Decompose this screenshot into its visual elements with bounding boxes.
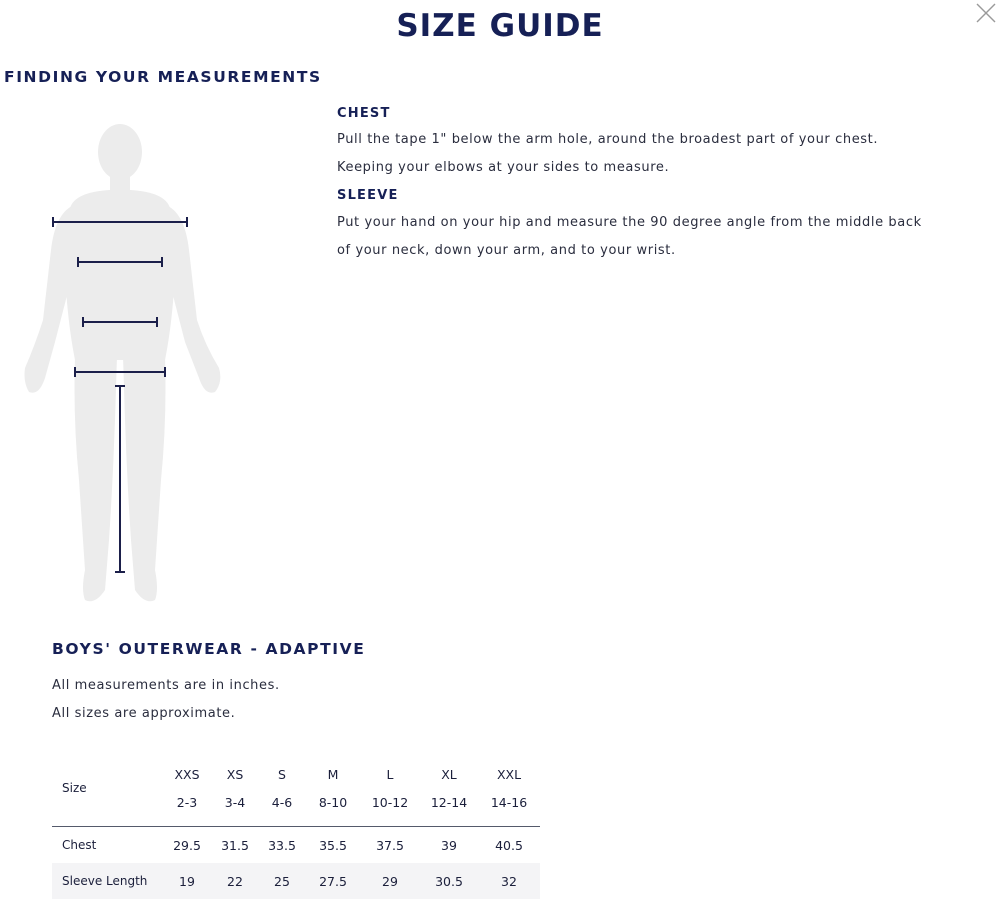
- table-cell: 27.5: [306, 863, 360, 899]
- approximate-note: All sizes are approximate.: [52, 706, 236, 721]
- table-cell: 29: [360, 863, 420, 899]
- table-cell: 37.5: [376, 837, 404, 853]
- size-range-cell: 8-10: [318, 794, 348, 810]
- size-header-cell: XS: [226, 766, 244, 782]
- table-cell: 29.5: [173, 837, 201, 853]
- table-header-row: [52, 760, 540, 788]
- size-header-cell: XL: [441, 766, 457, 782]
- close-icon: [975, 2, 997, 24]
- size-header-cell: M: [327, 766, 339, 782]
- table-cell: 35.5: [319, 837, 347, 853]
- close-button[interactable]: [975, 2, 997, 24]
- measurements-heading: FINDING YOUR MEASUREMENTS: [4, 68, 322, 86]
- table-cell: 31.5: [221, 837, 249, 853]
- sleeve-instruction-1: Put your hand on your hip and measure the 90 degree angle from the middle back: [337, 215, 922, 230]
- chest-instruction-2: Keeping your elbows at your sides to measure.: [337, 160, 670, 175]
- table-cell: 39: [441, 837, 457, 853]
- size-range-cell: 12-14: [430, 794, 468, 810]
- sleeve-instruction-2: of your neck, down your arm, and to your wrist.: [337, 243, 676, 258]
- size-header-cell: S: [278, 766, 286, 782]
- chest-instruction-1: Pull the tape 1" below the arm hole, around the broadest part of your chest.: [337, 132, 879, 147]
- table-row-sleeve-length: [52, 863, 540, 899]
- table-cell: 40.5: [495, 837, 523, 853]
- table-cell: 30.5: [420, 863, 478, 899]
- size-chart-heading: BOYS' OUTERWEAR - ADAPTIVE: [52, 640, 366, 658]
- size-range-cell: 2-3: [176, 794, 198, 810]
- table-cell: 33.5: [268, 837, 296, 853]
- row-label: Sleeve Length: [52, 863, 162, 899]
- size-range-cell: 3-4: [224, 794, 246, 810]
- size-range-cell: 10-12: [371, 794, 409, 810]
- body-silhouette: [25, 124, 221, 601]
- body-measurement-figure: [15, 120, 230, 610]
- row-label: Chest: [62, 838, 97, 852]
- chest-heading: CHEST: [337, 106, 391, 121]
- table-row-chest: [52, 827, 540, 864]
- table-cell: 22: [212, 863, 258, 899]
- size-header-cell: L: [386, 766, 394, 782]
- measurement-note: All measurements are in inches.: [52, 678, 280, 693]
- page-title: SIZE GUIDE: [396, 8, 604, 44]
- size-header-label: Size: [62, 781, 87, 795]
- size-header-cell: XXS: [174, 766, 200, 782]
- size-range-cell: 4-6: [271, 794, 293, 810]
- table-cell: 19: [162, 863, 212, 899]
- sleeve-heading: SLEEVE: [337, 188, 399, 203]
- size-table: [52, 760, 540, 899]
- table-divider: [52, 816, 540, 827]
- size-header-cell: XXL: [496, 766, 522, 782]
- size-range-cell: 14-16: [490, 794, 528, 810]
- table-cell: 32: [478, 863, 540, 899]
- table-cell: 25: [258, 863, 306, 899]
